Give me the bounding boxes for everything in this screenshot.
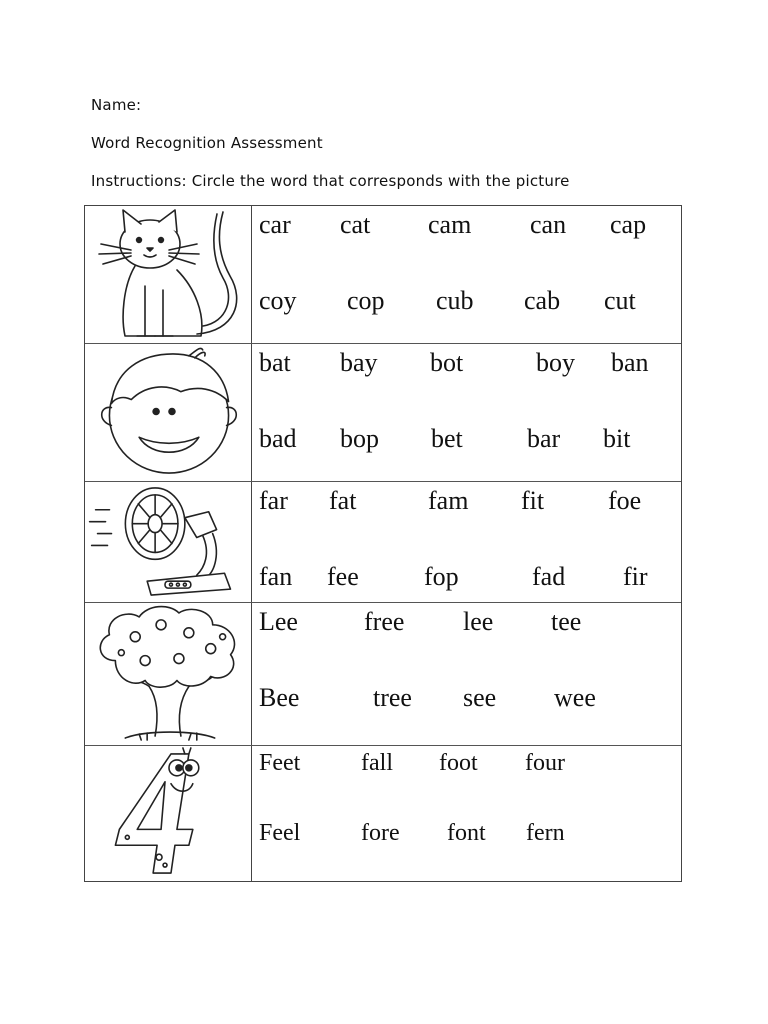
word-option[interactable]: foe (608, 486, 642, 515)
word-option[interactable]: lee (463, 607, 494, 636)
boy-face-icon (85, 344, 252, 481)
word-option[interactable]: car (259, 210, 291, 239)
worksheet-row-cat (85, 206, 681, 343)
word-option[interactable]: can (530, 210, 567, 239)
word-option[interactable]: fop (424, 562, 459, 591)
word-option[interactable]: foot (439, 750, 478, 776)
instructions-text: Instructions: Circle the word that corresponds with the picture (91, 172, 570, 190)
word-option[interactable]: cat (340, 210, 371, 239)
word-option[interactable]: fad (532, 562, 566, 591)
worksheet-row-four (85, 745, 681, 881)
tree-icon (85, 603, 252, 745)
word-option[interactable]: fore (361, 820, 400, 846)
word-option[interactable]: Lee (259, 607, 298, 636)
word-option[interactable]: cam (428, 210, 472, 239)
word-option[interactable]: cab (524, 286, 561, 315)
word-option[interactable]: ban (611, 348, 649, 377)
word-option[interactable]: bad (259, 424, 297, 453)
word-option[interactable]: bar (527, 424, 561, 453)
word-option[interactable]: fall (361, 750, 393, 776)
word-option[interactable]: fam (428, 486, 469, 515)
word-option[interactable]: bat (259, 348, 291, 377)
word-option[interactable]: tree (373, 683, 412, 712)
word-option[interactable]: far (259, 486, 288, 515)
number-four-icon (85, 746, 252, 881)
word-option[interactable]: cop (347, 286, 385, 315)
word-option[interactable]: bop (340, 424, 379, 453)
worksheet-row-fan (85, 481, 681, 602)
word-option[interactable]: fern (526, 820, 565, 846)
name-label: Name: (91, 96, 142, 114)
word-option[interactable]: coy (259, 286, 297, 315)
word-option[interactable]: four (525, 750, 565, 776)
word-option[interactable]: bit (603, 424, 631, 453)
word-option[interactable]: Feet (259, 750, 301, 776)
worksheet-row-tree (85, 602, 681, 745)
word-option[interactable]: fit (521, 486, 545, 515)
worksheet-table (84, 205, 682, 882)
word-option[interactable]: fan (259, 562, 293, 591)
word-option[interactable]: cap (610, 210, 647, 239)
word-option[interactable]: bot (430, 348, 464, 377)
word-option[interactable]: wee (554, 683, 596, 712)
word-option[interactable]: see (463, 683, 497, 712)
word-option[interactable]: tee (551, 607, 582, 636)
worksheet-title: Word Recognition Assessment (91, 134, 323, 152)
cat-icon (85, 206, 252, 343)
word-option[interactable]: fir (623, 562, 648, 591)
fan-icon (85, 482, 252, 602)
word-option[interactable]: Bee (259, 683, 300, 712)
worksheet-row-boy (85, 343, 681, 481)
word-option[interactable]: bay (340, 348, 378, 377)
word-option[interactable]: cub (436, 286, 474, 315)
word-option[interactable]: font (447, 820, 486, 846)
word-option[interactable]: boy (536, 348, 575, 377)
word-option[interactable]: fat (329, 486, 357, 515)
word-option[interactable]: Feel (259, 820, 301, 846)
word-option[interactable]: cut (604, 286, 636, 315)
word-option[interactable]: bet (431, 424, 463, 453)
word-option[interactable]: fee (327, 562, 359, 591)
word-option[interactable]: free (364, 607, 405, 636)
